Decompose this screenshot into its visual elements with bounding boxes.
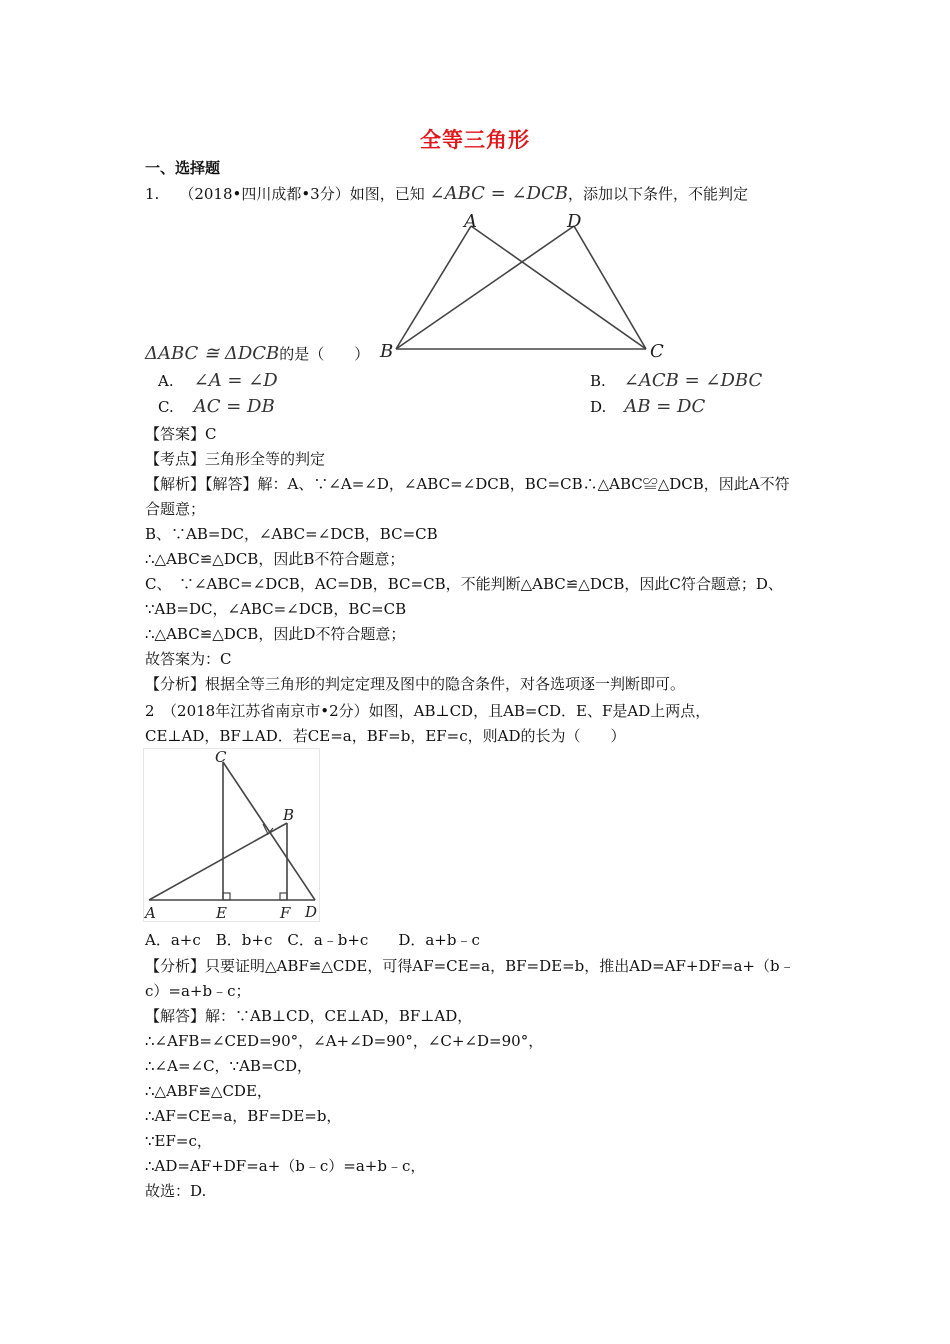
q1-stem [145, 185, 748, 203]
q2-solution-line-1: 【解答】解：∵AB⊥CD，CE⊥AD，BF⊥AD， [145, 1007, 473, 1025]
q1-stem-tail-text: 的是（ ） [279, 345, 370, 363]
q2-solution-line-6: ∵EF=c， [145, 1132, 212, 1150]
q1-segment-db [396, 226, 574, 349]
q1-segment-ab [396, 226, 471, 349]
q1-option-b: B. ∠ACB = ∠DBC [590, 370, 763, 391]
q2-label-e: E [216, 904, 227, 922]
q1-option-d: D. AB = DC [590, 396, 706, 417]
q1-analysis-line-2: 合题意； [145, 500, 206, 518]
q1-source: （2018•四川成都•3分）如图，已知 [179, 185, 425, 203]
q2-figure [143, 748, 321, 923]
section-heading: 一、选择题 [145, 159, 221, 177]
q1-stem-end: ，添加以下条件，不能判定 [567, 185, 748, 203]
q1-label-d: D [567, 211, 582, 232]
q2-label-f: F [280, 904, 291, 922]
q1-congruence-math: ΔABC ≅ ΔDCB [145, 343, 280, 364]
q2-stem-line-1: 2 （2018年江苏省南京市•2分）如图，AB⊥CD，且AB=CD．E、F是AD上两点， [145, 702, 711, 720]
q1-segment-dc [574, 226, 646, 349]
q1-analysis-line-3: B、∵AB=DC，∠ABC=∠DCB，BC=CB [145, 525, 438, 543]
page-title: 全等三角形 [420, 127, 530, 152]
q1-analysis-line-1: 【解析】【解答】解：A、∵∠A=∠D，∠ABC=∠DCB，BC=CB∴△ABC≌△DCB，因此A不符 [145, 475, 790, 493]
q1-analysis-line-4: ∴△ABC≌△DCB，因此B不符合题意； [145, 550, 405, 568]
q2-label-d: D [305, 903, 318, 921]
q2-fenxi-line-2: c）=a+b﹣c； [145, 982, 251, 1000]
q1-segment-ac [471, 226, 646, 349]
q2-options: A．a+c B．b+c C．a﹣b+c D．a+b﹣c [145, 931, 480, 949]
q1-option-a: A. ∠A = ∠D [158, 370, 278, 391]
q1-given-math: ∠ABC = ∠DCB [429, 183, 568, 204]
q1-option-c: C. AC = DB [158, 396, 275, 417]
q2-right-angle-f [280, 893, 287, 900]
q1-answer: 【答案】C [145, 425, 217, 443]
q1-analysis-line-8: 故答案为：C [145, 650, 232, 668]
q1-label-b: B [380, 341, 394, 362]
q2-label-c: C [215, 748, 227, 766]
q2-right-angle-e [223, 893, 230, 900]
q1-stem-tail [145, 345, 369, 363]
q2-solution-line-3: ∴∠A=∠C，∵AB=CD， [145, 1057, 313, 1075]
q2-stem-line-2: CE⊥AD，BF⊥AD．若CE=a，BF=b，EF=c，则AD的长为（ ） [145, 727, 626, 745]
q1-label-a: A [464, 211, 477, 232]
q1-label-c: C [650, 341, 664, 362]
q2-fenxi-line-1: 【分析】只要证明△ABF≌△CDE，可得AF=CE=a，BF=DE=b，推出AD=AF+DF=a+（b﹣ [145, 957, 795, 975]
q1-point: 【考点】三角形全等的判定 [145, 450, 326, 468]
q1-number: 1. [145, 185, 160, 203]
q1-analysis-line-5: C、 ∵∠ABC=∠DCB，AC=DB，BC=CB，不能判断△ABC≌△DCB，因此C符合题意；D、 [145, 575, 783, 593]
q2-solution-line-4: ∴△ABF≌△CDE， [145, 1082, 272, 1100]
q2-solution-line-7: ∴AD=AF+DF=a+（b﹣c）=a+b﹣c， [145, 1157, 426, 1175]
q2-label-a: A [145, 904, 156, 922]
q2-segment-ab [149, 823, 287, 900]
q2-solution-line-5: ∴AF=CE=a，BF=DE=b， [145, 1107, 342, 1125]
q1-analysis-line-9: 【分析】根据全等三角形的判定定理及图中的隐含条件，对各选项逐一判断即可。 [145, 675, 686, 693]
q1-figure [380, 208, 680, 362]
q2-segment-cd [223, 762, 315, 900]
q1-analysis-line-6: ∵AB=DC，∠ABC=∠DCB，BC=CB [145, 600, 407, 618]
q1-analysis-line-7: ∴△ABC≌△DCB，因此D不符合题意； [145, 625, 406, 643]
q2-solution-line-8: 故选：D. [145, 1182, 207, 1200]
q2-label-b: B [283, 806, 295, 824]
q2-solution-line-2: ∴∠AFB=∠CED=90°，∠A+∠D=90°，∠C+∠D=90°， [145, 1032, 544, 1050]
